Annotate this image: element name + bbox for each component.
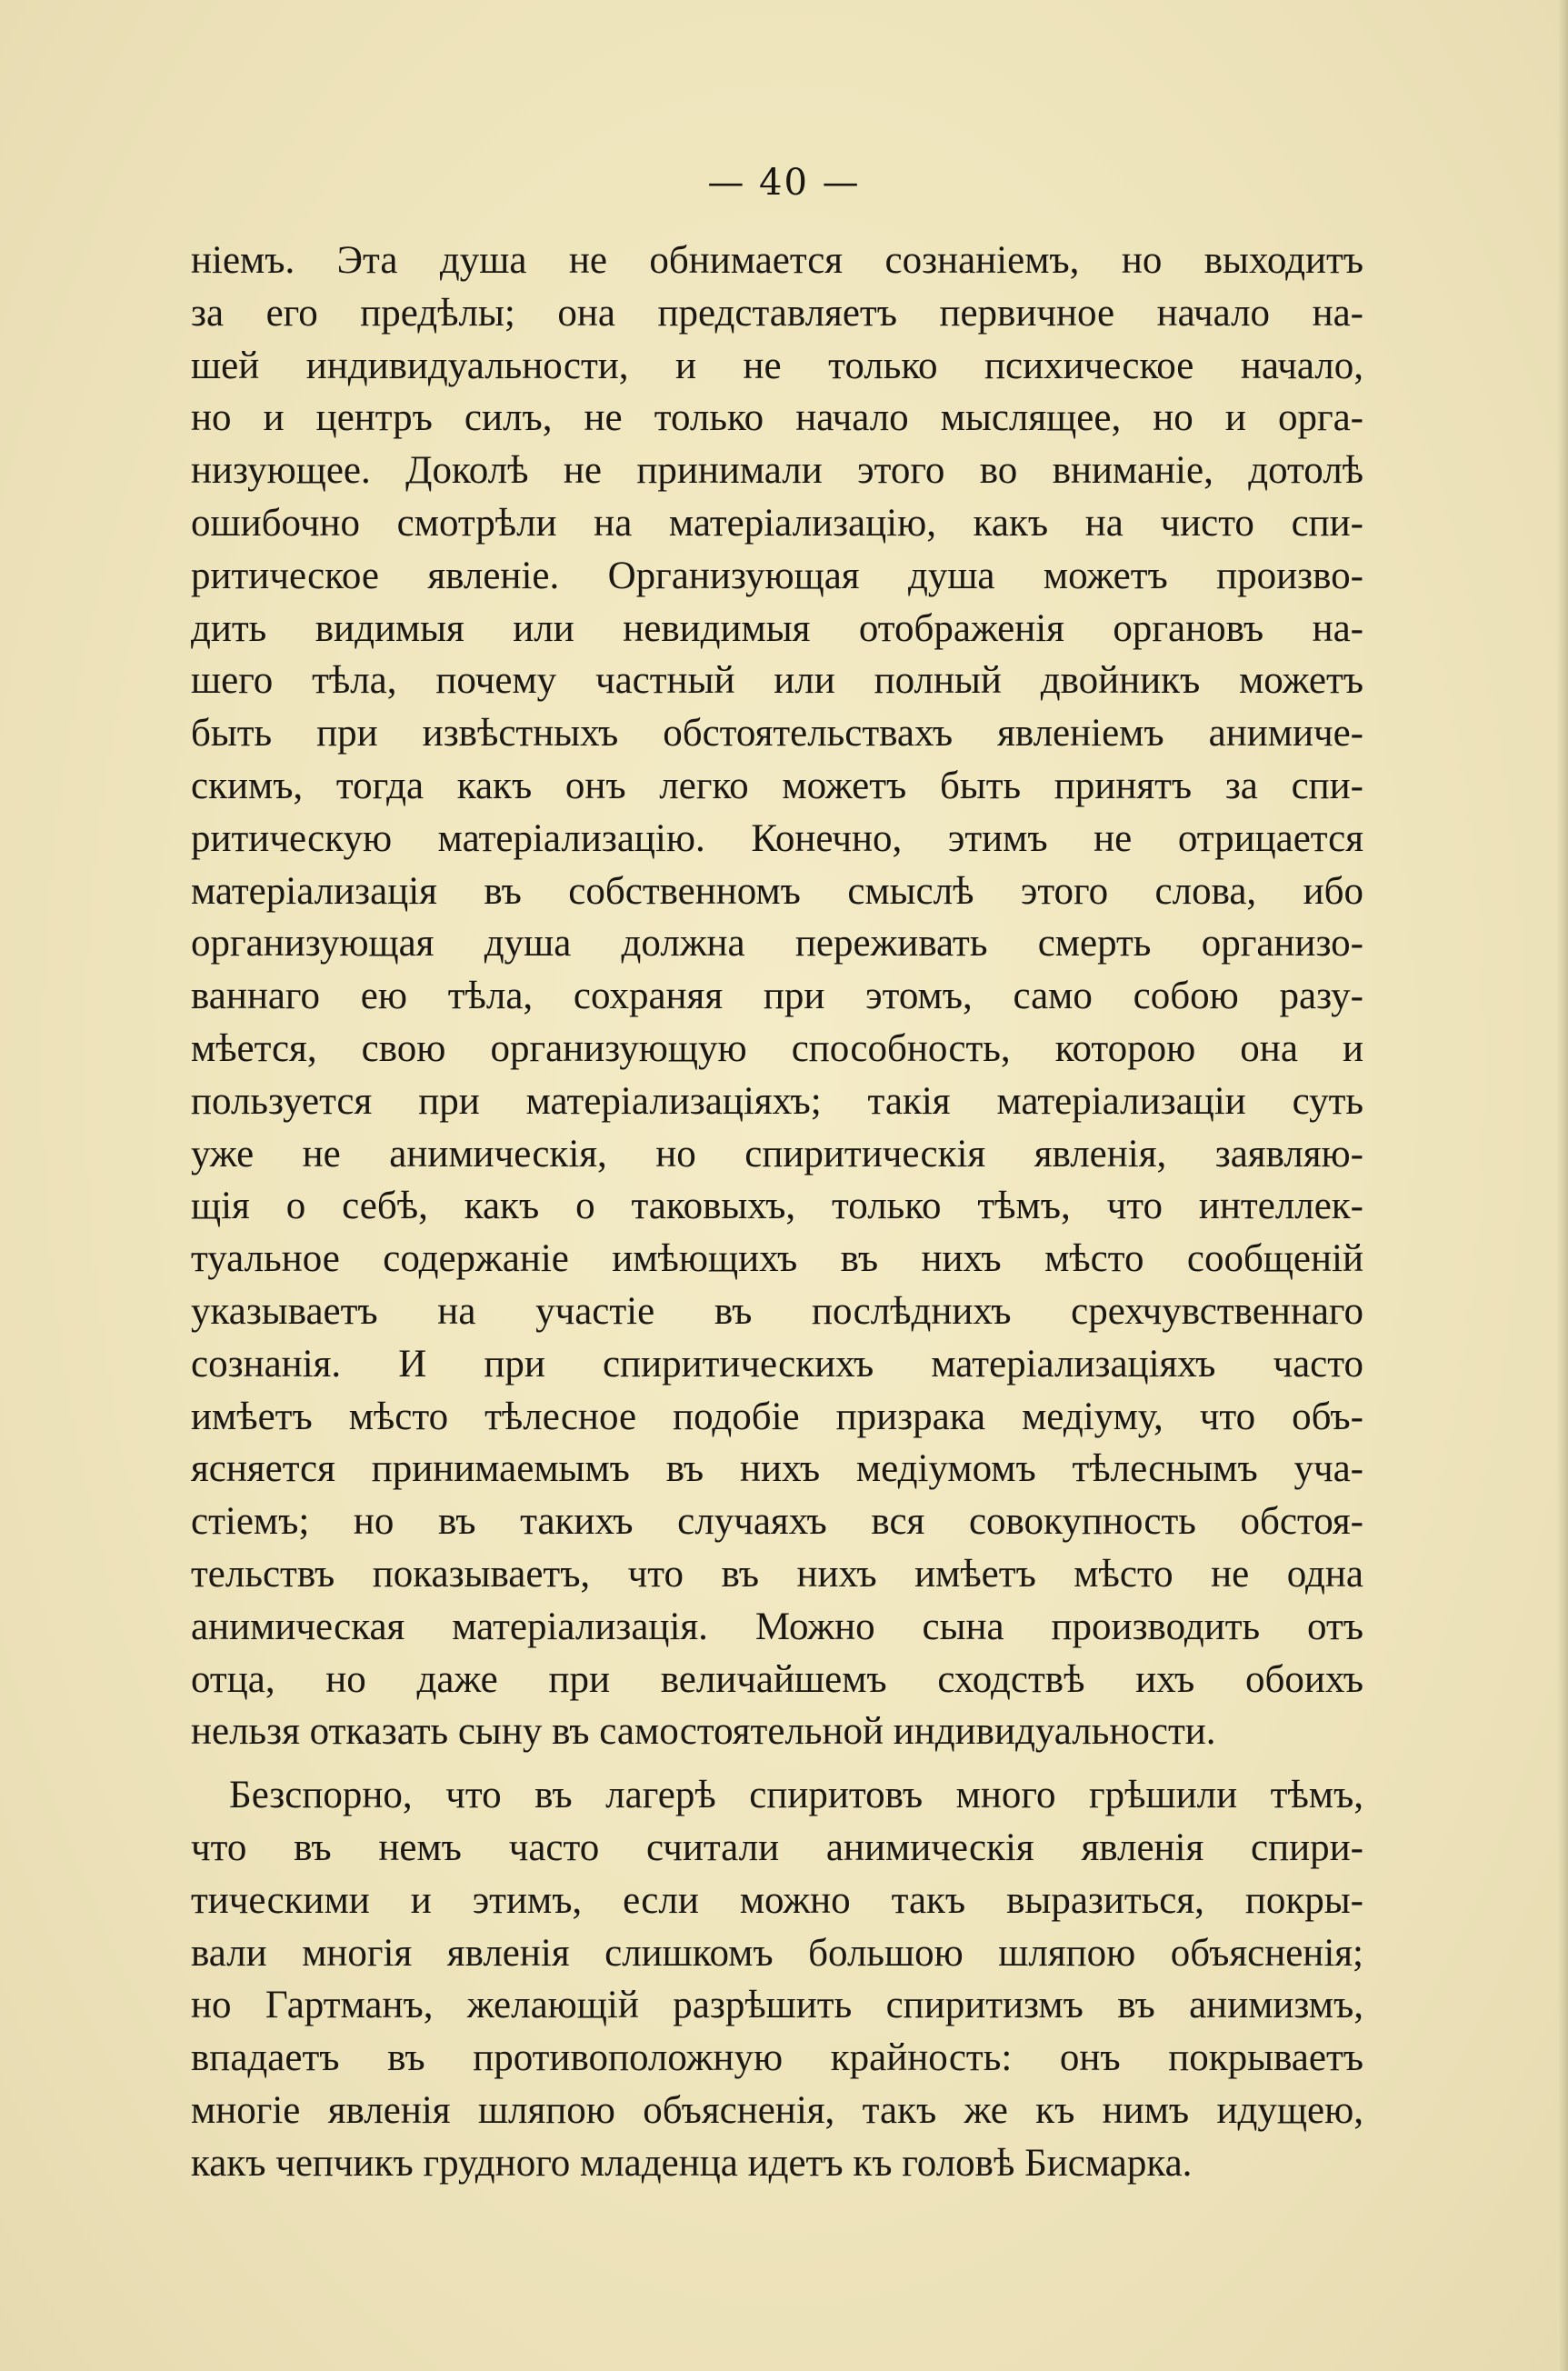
text-line: ритическое явленіе. Организующая душа можетъ произво- bbox=[191, 554, 1363, 597]
text-line: стіемъ; но въ такихъ случаяхъ вся совокупность обстоя- bbox=[191, 1500, 1363, 1544]
text-line: шего тѣла, почему частный или полный двойникъ можетъ bbox=[191, 659, 1363, 703]
text-line: скимъ, тогда какъ онъ легко можетъ быть принятъ за спи- bbox=[191, 764, 1363, 807]
text-line: ніемъ. Эта душа не обнимается сознаніемъ, но выходитъ bbox=[191, 239, 1363, 282]
text-line: отца, но даже при величайшемъ сходствѣ ихъ обоихъ bbox=[191, 1657, 1363, 1701]
text-line: указываетъ на участіе въ послѣднихъ срехчувственнаго bbox=[191, 1289, 1363, 1333]
text-line: ясняется принимаемымъ въ нихъ медіумомъ тѣлеснымъ уча- bbox=[191, 1447, 1363, 1491]
text-line: низующее. Доколѣ не принимали этого во вниманіе, дотолѣ bbox=[191, 449, 1363, 493]
paragraph-gap bbox=[191, 1758, 1363, 1769]
text-line: но и центръ силъ, не только начало мыслящее, но и орга- bbox=[191, 396, 1363, 440]
text-line: организующая душа должна переживать смерть организо- bbox=[191, 922, 1363, 965]
paragraph bbox=[191, 1769, 1363, 2189]
text-line: пользуется при матеріализаціяхъ; такія матеріализаціи суть bbox=[191, 1079, 1363, 1123]
text-line: многіе явленія шляпою объясненія, такъ же къ нимъ идущею, bbox=[191, 2088, 1363, 2132]
text-line: уже не анимическія, но спиритическія явленія, заявляю- bbox=[191, 1132, 1363, 1175]
text-line: анимическая матеріализація. Можно сына производить отъ bbox=[191, 1605, 1363, 1648]
text-line: что въ немъ часто считали анимическія явленія спири- bbox=[191, 1826, 1363, 1869]
text-line: ошибочно смотрѣли на матеріализацію, какъ на чисто спи- bbox=[191, 501, 1363, 545]
text-line: но Гартманъ, желающій разрѣшить спиритизмъ въ анимизмъ, bbox=[191, 1984, 1363, 2027]
body-text bbox=[191, 235, 1363, 2189]
text-line: впадаетъ въ противоположную крайность: онъ покрываетъ bbox=[191, 2036, 1363, 2080]
text-line: шей индивидуальности, и не только психическое начало, bbox=[191, 344, 1363, 387]
text-line: щія о себѣ, какъ о таковыхъ, только тѣмъ, что интеллек- bbox=[191, 1185, 1363, 1228]
text-line: ритическую матеріализацію. Конечно, этимъ не отрицается bbox=[191, 816, 1363, 860]
text-line: мѣется, свою организующую способность, которою она и bbox=[191, 1026, 1363, 1070]
page-edge bbox=[1557, 0, 1568, 2371]
text-line: нельзя отказать сыну въ самостоятельной индивидуальности. bbox=[191, 1710, 1216, 1754]
text-line: быть при извѣстныхъ обстоятельствахъ явленіемъ анимиче- bbox=[191, 712, 1363, 755]
text-line: туальное содержаніе имѣющихъ въ нихъ мѣсто сообщеній bbox=[191, 1237, 1363, 1281]
text-line: дить видимыя или невидимыя отображенія органовъ на- bbox=[191, 606, 1363, 650]
text-line: тельствъ показываетъ, что въ нихъ имѣетъ мѣсто не одна bbox=[191, 1552, 1363, 1596]
text-line: имѣетъ мѣсто тѣлесное подобіе призрака медіуму, что объ- bbox=[191, 1395, 1363, 1438]
text-line: за его предѣлы; она представляетъ первичное начало на- bbox=[191, 291, 1363, 335]
text-line: сознанія. И при спиритическихъ матеріализаціяхъ часто bbox=[191, 1342, 1363, 1386]
paragraph bbox=[191, 235, 1363, 1758]
text-line: какъ чепчикъ грудного младенца идетъ къ головѣ Бисмарка. bbox=[191, 2141, 1193, 2185]
text-line: вали многія явленія слишкомъ большою шляпою объясненія; bbox=[191, 1931, 1363, 1975]
text-line: ваннаго ею тѣла, сохраняя при этомъ, само собою разу- bbox=[191, 975, 1363, 1018]
text-line: Безспорно, что въ лагерѣ спиритовъ много грѣшили тѣмъ, bbox=[229, 1774, 1363, 1817]
text-line: тическими и этимъ, если можно такъ выразиться, покры- bbox=[191, 1878, 1363, 1922]
text-line: матеріализація въ собственномъ смыслѣ этого слова, ибо bbox=[191, 869, 1363, 913]
page-number: — 40 — bbox=[707, 162, 861, 204]
